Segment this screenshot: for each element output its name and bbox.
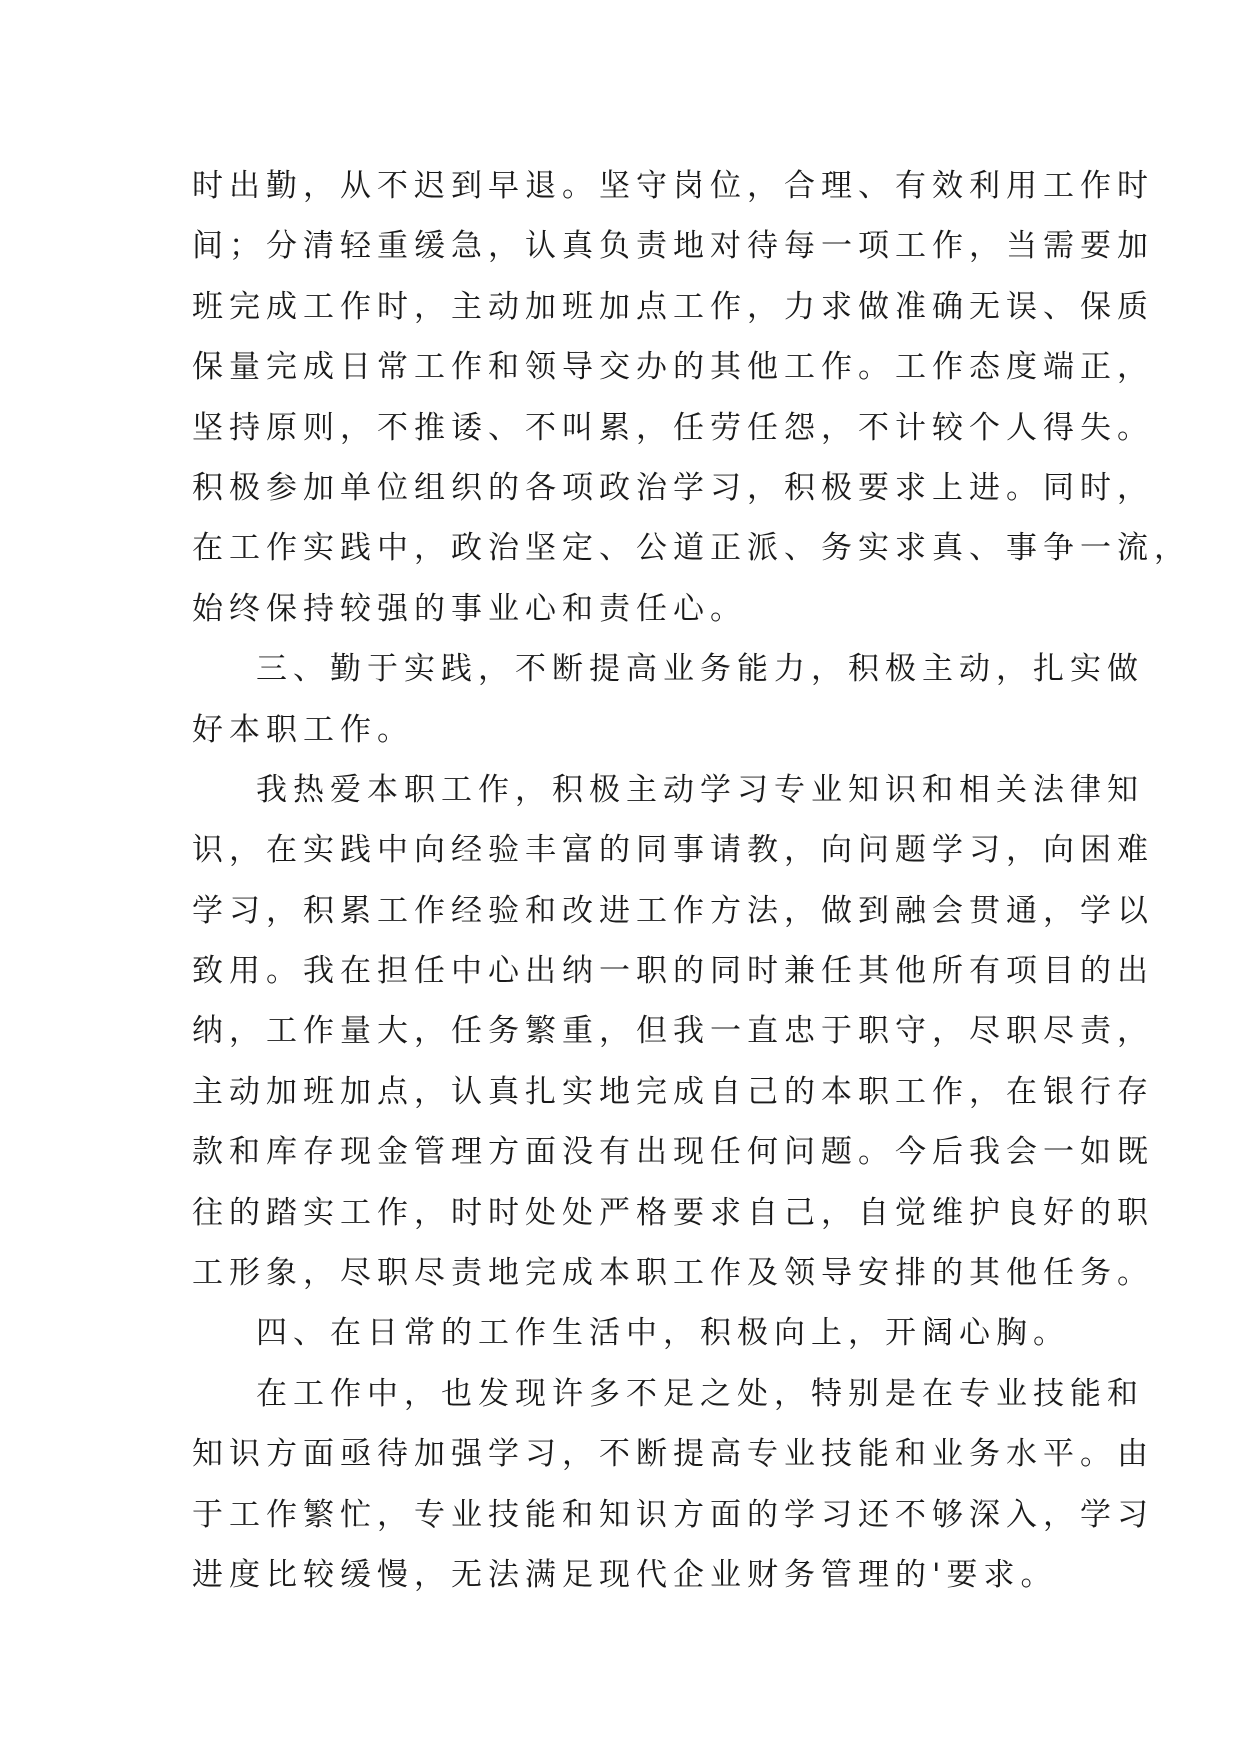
text-line: 学习，积累工作经验和改进工作方法，做到融会贯通，学以: [192, 892, 1154, 929]
paragraph-start: 我热爱本职工作，积极主动学习专业知识和相关法律知: [256, 771, 1144, 808]
text-line: 致用。我在担任中心出纳一职的同时兼任其他所有项目的出: [192, 953, 1154, 990]
text-line: 始终保持较强的事业心和责任心。: [192, 590, 747, 627]
text-line: 保量完成日常工作和领导交办的其他工作。工作态度端正，: [192, 349, 1154, 386]
text-line: 主动加班加点，认真扎实地完成自己的本职工作，在银行存: [192, 1073, 1154, 1110]
text-line: 积极参加单位组织的各项政治学习，积极要求上进。同时，: [192, 469, 1154, 506]
text-line: 识，在实践中向经验丰富的同事请教，向问题学习，向困难: [192, 832, 1154, 869]
text-line: 在工作实践中，政治坚定、公道正派、务实求真、事争一流，: [192, 530, 1191, 567]
text-line: 间；分清轻重缓急，认真负责地对待每一项工作，当需要加: [192, 228, 1154, 265]
text-line: 坚持原则，不推诿、不叫累，任劳任怨，不计较个人得失。: [192, 409, 1154, 446]
text-line: 往的踏实工作，时时处处严格要求自己，自觉维护良好的职: [192, 1194, 1154, 1231]
paragraph-start: 在工作中，也发现许多不足之处，特别是在专业技能和: [256, 1375, 1144, 1412]
text-line: 时出勤，从不迟到早退。坚守岗位，合理、有效利用工作时: [192, 168, 1154, 204]
section-heading-3: 三、勤于实践，不断提高业务能力，积极主动，扎实做: [256, 651, 1144, 688]
section-heading-4: 四、在日常的工作生活中，积极向上，开阔心胸。: [256, 1315, 1070, 1352]
text-line: 于工作繁忙，专业技能和知识方面的学习还不够深入，学习: [192, 1496, 1154, 1533]
text-line: 知识方面亟待加强学习，不断提高专业技能和业务水平。由: [192, 1436, 1154, 1473]
text-line: 班完成工作时，主动加班加点工作，力求做准确无误、保质: [192, 288, 1154, 325]
document-body: [192, 156, 1191, 1605]
text-line: 纳，工作量大，任务繁重，但我一直忠于职守，尽职尽责，: [192, 1013, 1154, 1050]
text-line: 工形象，尽职尽责地完成本职工作及领导安排的其他任务。: [192, 1255, 1154, 1292]
text-line: 款和库存现金管理方面没有出现任何问题。今后我会一如既: [192, 1134, 1154, 1171]
text-line: 进度比较缓慢，无法满足现代企业财务管理的'要求。: [192, 1556, 1058, 1593]
text-line: 好本职工作。: [192, 711, 414, 748]
